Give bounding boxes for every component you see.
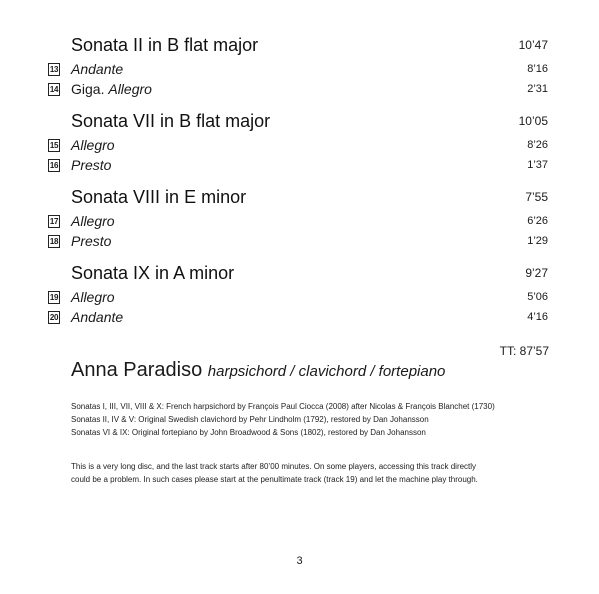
track-number-box: 19 bbox=[49, 293, 59, 302]
track-title bbox=[71, 212, 115, 230]
track-row bbox=[48, 308, 548, 328]
track-row bbox=[48, 156, 548, 176]
track-row bbox=[48, 80, 548, 100]
track-number-box: 17 bbox=[49, 217, 59, 226]
track-duration: 1’37 bbox=[527, 159, 548, 171]
track-row bbox=[48, 212, 548, 232]
sonata-duration: 10’05 bbox=[518, 114, 548, 128]
track-row bbox=[48, 60, 548, 80]
sonata-heading bbox=[48, 186, 548, 212]
track-row bbox=[48, 232, 548, 252]
track-tempo: Andante bbox=[71, 309, 124, 325]
sonata-title: Sonata II in B flat major bbox=[71, 35, 259, 55]
track-title-prefix: Giga. bbox=[71, 81, 109, 97]
performer-name: Anna Paradiso bbox=[71, 359, 203, 381]
sonata-block bbox=[48, 110, 548, 176]
track-title bbox=[71, 136, 115, 154]
track-title bbox=[71, 232, 111, 250]
track-title bbox=[71, 288, 115, 306]
sonata-heading bbox=[48, 262, 548, 288]
track-duration: 5’06 bbox=[527, 291, 548, 303]
instrument-note-line: Sonatas II, IV & V: Original Swedish clavichord by Pehr Lindholm (1792), restored by Dan Johansson bbox=[71, 415, 429, 424]
page-number: 3 bbox=[296, 555, 303, 567]
performer-instruments: harpsichord / clavichord / fortepiano bbox=[207, 363, 446, 380]
sonata-block bbox=[48, 186, 548, 252]
track-title bbox=[71, 80, 152, 98]
track-duration: 1’29 bbox=[527, 235, 548, 247]
track-duration: 4’16 bbox=[527, 311, 548, 323]
track-duration: 8’26 bbox=[527, 139, 548, 151]
track-number-box: 18 bbox=[49, 237, 59, 246]
track-tempo: Andante bbox=[71, 61, 124, 77]
sonata-duration: 10’47 bbox=[518, 38, 548, 52]
sonata-duration: 9’27 bbox=[525, 266, 548, 280]
track-duration: 8’16 bbox=[527, 63, 548, 75]
performer-credit bbox=[71, 357, 445, 385]
track-duration: 2’31 bbox=[527, 83, 548, 95]
total-time: TT: 87’57 bbox=[499, 344, 549, 358]
track-tempo: Allegro bbox=[108, 81, 152, 97]
track-tempo: Allegro bbox=[71, 213, 115, 229]
sonata-title: Sonata IX in A minor bbox=[71, 263, 235, 283]
track-number-box: 16 bbox=[49, 161, 59, 170]
sonata-title: Sonata VII in B flat major bbox=[71, 111, 271, 131]
sonata-heading bbox=[48, 34, 548, 60]
track-row bbox=[48, 136, 548, 156]
track-number-box: 14 bbox=[49, 85, 59, 94]
track-title bbox=[71, 156, 111, 174]
sonata-duration: 7’55 bbox=[525, 190, 548, 204]
sonata-block bbox=[48, 262, 548, 328]
track-tempo: Presto bbox=[71, 233, 112, 249]
disc-note-line: This is a very long disc, and the last track starts after 80’00 minutes. On some players, accessing this track directly bbox=[71, 462, 477, 471]
disc-note-line: could be a problem. In such cases please start at the penultimate track (track 19) and let the machine play through. bbox=[71, 475, 478, 484]
track-title bbox=[71, 308, 123, 326]
instrument-note-line: Sonatas I, III, VII, VIII & X: French harpsichord by François Paul Ciocca (2008) after Nicolas & François Blanchet (1730) bbox=[71, 402, 495, 411]
instrument-notes bbox=[71, 400, 495, 439]
track-title bbox=[71, 60, 123, 78]
sonata-block bbox=[48, 34, 548, 100]
track-number-box: 13 bbox=[49, 65, 59, 74]
track-tempo: Presto bbox=[71, 157, 112, 173]
sonata-heading bbox=[48, 110, 548, 136]
track-number-box: 15 bbox=[49, 141, 59, 150]
track-duration: 6’26 bbox=[527, 215, 548, 227]
track-tempo: Allegro bbox=[71, 137, 115, 153]
disc-note bbox=[71, 460, 478, 486]
track-tempo: Allegro bbox=[71, 289, 115, 305]
track-row bbox=[48, 288, 548, 308]
instrument-note-line: Sonatas VI & IX: Original fortepiano by John Broadwood & Sons (1802), restored by Dan Johansson bbox=[71, 428, 426, 437]
track-number-box: 20 bbox=[49, 313, 59, 322]
sonata-title: Sonata VIII in E minor bbox=[71, 187, 247, 207]
